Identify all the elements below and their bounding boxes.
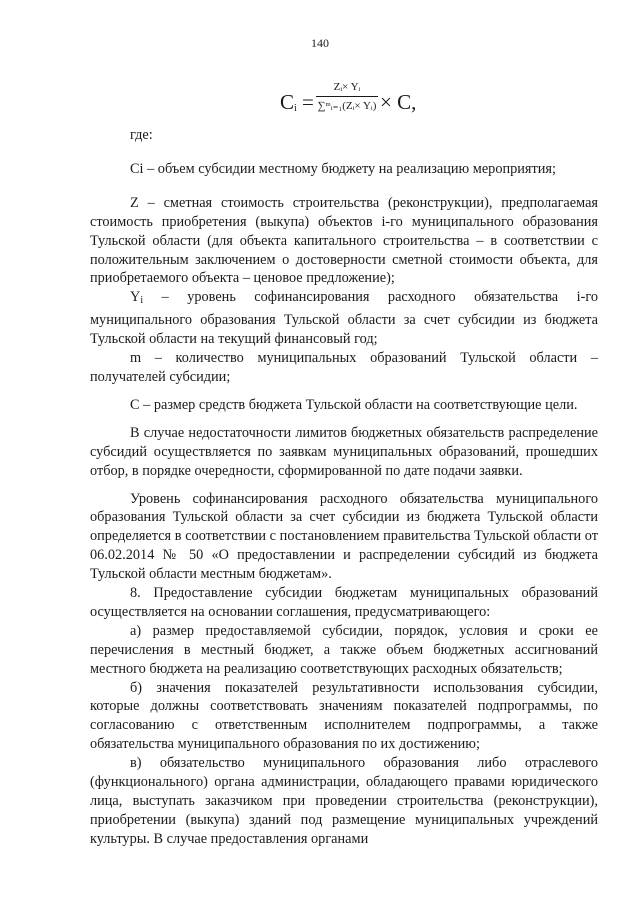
paragraph-item-8: 8. Предоставление субсидии бюджетам муниципальных образований осуществляется на основании соглашения, предусматривающего: xyxy=(90,585,598,620)
paragraph-item-v: в) обязательство муниципального образования либо отраслевого (функционального) органа администрации, обладающего правами юридического лица, выступать заказчиком при проведении строительства (реконструкции), приобретении (выкупа) зданий под размещение муниципальных учреждений культуры. В случае предоставления органами xyxy=(90,755,598,847)
paragraph-item-a: а) размер предоставляемой субсидии, порядок, условия и сроки ее перечисления в местный бюджет, а также объем бюджетных ассигнований местного бюджета на реализацию соответствующих расходных обязательств; xyxy=(90,622,598,677)
paragraph-cofinancing-level: Уровень софинансирования расходного обязательства муниципального образования Тульской области за счет субсидии из бюджета Тульской области определяется в соответствии с постановлением правительства Тульской области от 06.02.2014 № 50 «О предоставлении и распределении субсидий из бюджета Тульской области местным бюджетам». xyxy=(90,490,598,583)
formula-denominator: ∑ᵐᵢ₌₁(Zᵢ× Yᵢ) xyxy=(317,100,377,112)
fraction-bar xyxy=(316,96,378,97)
paragraph-item-b: б) значения показателей результативности использования субсидии, которые должны соответствовать значениям показателей подпрограммы, по согласованию с ответственным исполнителем подпрограммы, а также обязательства муниципального образования по их достижению; xyxy=(90,679,598,753)
subsidy-formula xyxy=(280,80,460,128)
document-body xyxy=(90,126,598,849)
definition-m: m – количество муниципальных образований Тульской области – получателей субсидии; xyxy=(90,350,598,385)
formula-numerator: Zᵢ× Yᵢ xyxy=(333,81,361,93)
formula-fraction xyxy=(316,80,378,113)
formula-lhs: $C_i$ = xyxy=(280,90,314,114)
definition-c: С – размер средств бюджета Тульской области на соответствующие цели. xyxy=(130,396,578,413)
definition-z: Z – сметная стоимость строительства (реконструкции), предполагаемая стоимость приобретения (выкупа) объектов i-го муниципального образования Тульской области (для объекта капитального строительства – в соответствии с положительным заключением о достоверности сметной стоимости объекта, для приобретаемого объекта – ценовое предложение); xyxy=(90,194,598,287)
formula-rhs: × C, xyxy=(380,90,417,114)
definition-ci: Ci – объем субсидии местному бюджету на реализацию мероприятия; xyxy=(130,160,556,177)
page-number: 140 xyxy=(311,36,329,50)
definition-y: $Y_i$ – уровень софинансирования расходного обязательства i-го муниципального образования Тульской области за счет субсидии из бюджета Тульской области на текущий финансовый год; xyxy=(90,289,598,348)
paragraph-insufficient-limits: В случае недостаточности лимитов бюджетных обязательств распределение субсидий осуществляется по заявкам муниципальных образований, прошедших отбор, в порядке очередности, сформированной по дате подачи заявки. xyxy=(90,424,598,479)
where-label: где: xyxy=(130,127,153,143)
